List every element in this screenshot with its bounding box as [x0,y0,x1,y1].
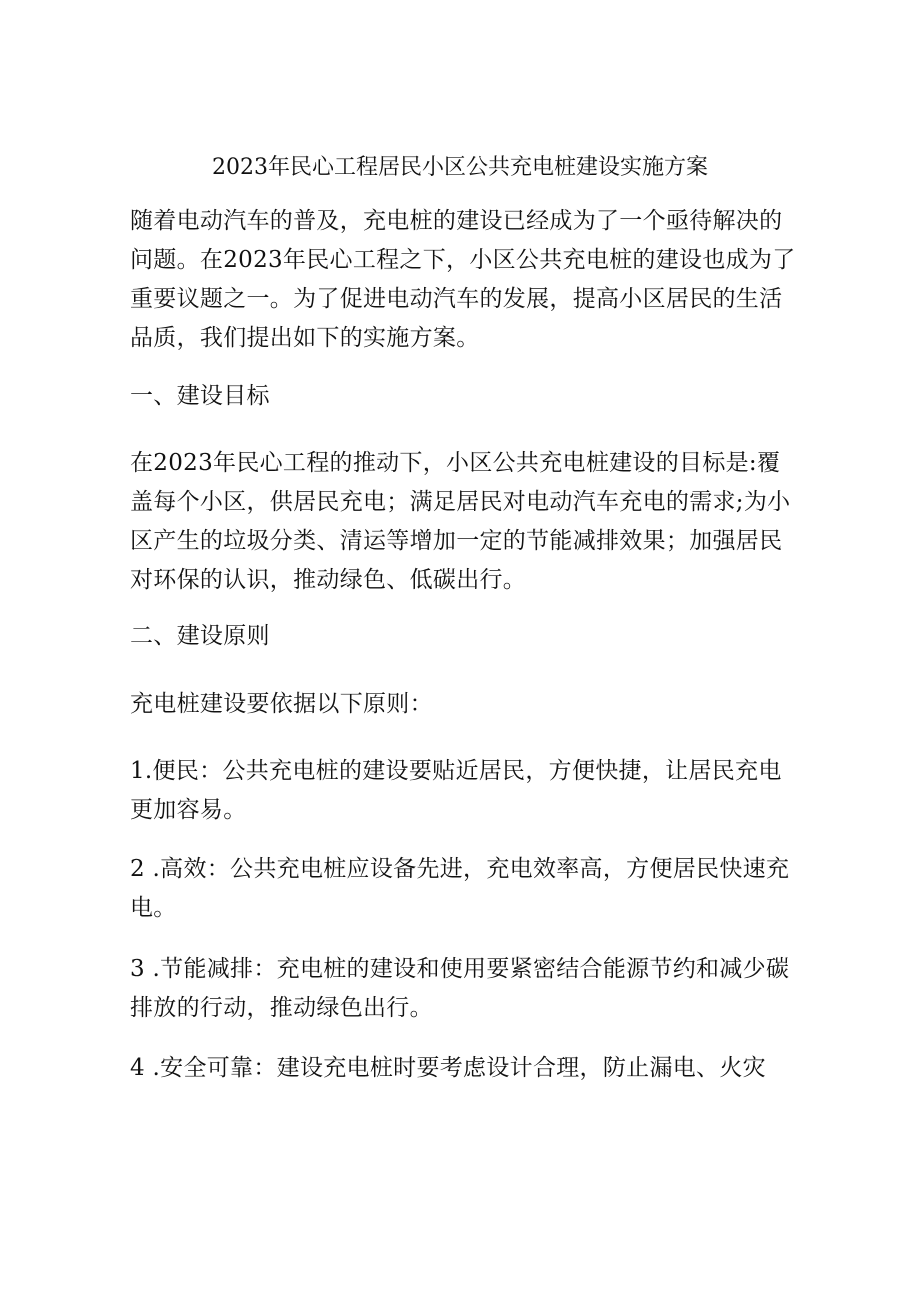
section-heading-text: 二、建设原则 [130,623,270,649]
goals-paragraph [130,444,802,600]
intro-paragraph [130,202,802,358]
principle-line: 1.便民：公共充电桩的建设要贴近居民，方便快捷，让居民充电 [130,758,782,784]
goals-line: 盖每个小区，供居民充电；满足居民对电动汽车充电的需求;为小 [130,489,791,515]
section-heading-goals [130,377,802,416]
section-heading-text: 一、建设目标 [130,383,270,409]
principle-item-4 [130,1049,802,1088]
principle-line: 2 .高效：公共充电桩应设备先进，充电效率高，方便居民快速充 [130,856,790,882]
principle-item-2 [130,850,802,928]
intro-line: 品质，我们提出如下的实施方案。 [130,325,480,351]
principles-lead [130,685,802,724]
principle-line: 排放的行动，推动绿色出行。 [130,995,433,1021]
intro-line: 问题。在2023年民心工程之下，小区公共充电桩的建设也成为了 [130,247,796,273]
section-heading-principles [130,617,802,656]
goals-line: 在2023年民心工程的推动下，小区公共充电桩建设的目标是:覆 [130,450,781,476]
principle-item-1 [130,752,802,830]
principle-line: 电。 [130,895,177,921]
document-title: 2023年民心工程居民小区公共充电桩建设实施方案 [212,155,708,180]
intro-line: 重要议题之一。为了促进电动汽车的发展，提高小区居民的生活 [130,286,783,312]
principle-line: 4 .安全可靠：建设充电桩时要考虑设计合理，防止漏电、火灾 [130,1055,766,1081]
principle-line: 3 .节能减排：充电桩的建设和使用要紧密结合能源节约和减少碳 [130,956,790,982]
goals-line: 区产生的垃圾分类、清运等增加一定的节能减排效果；加强居民 [130,528,783,554]
intro-line: 随着电动汽车的普及，充电桩的建设已经成为了一个亟待解决的 [130,208,783,234]
principles-lead-text: 充电桩建设要依据以下原则： [130,691,433,717]
principle-line: 更加容易。 [130,797,247,823]
goals-line: 对环保的认识，推动绿色、低碳出行。 [130,567,527,593]
principle-item-3 [130,950,802,1028]
